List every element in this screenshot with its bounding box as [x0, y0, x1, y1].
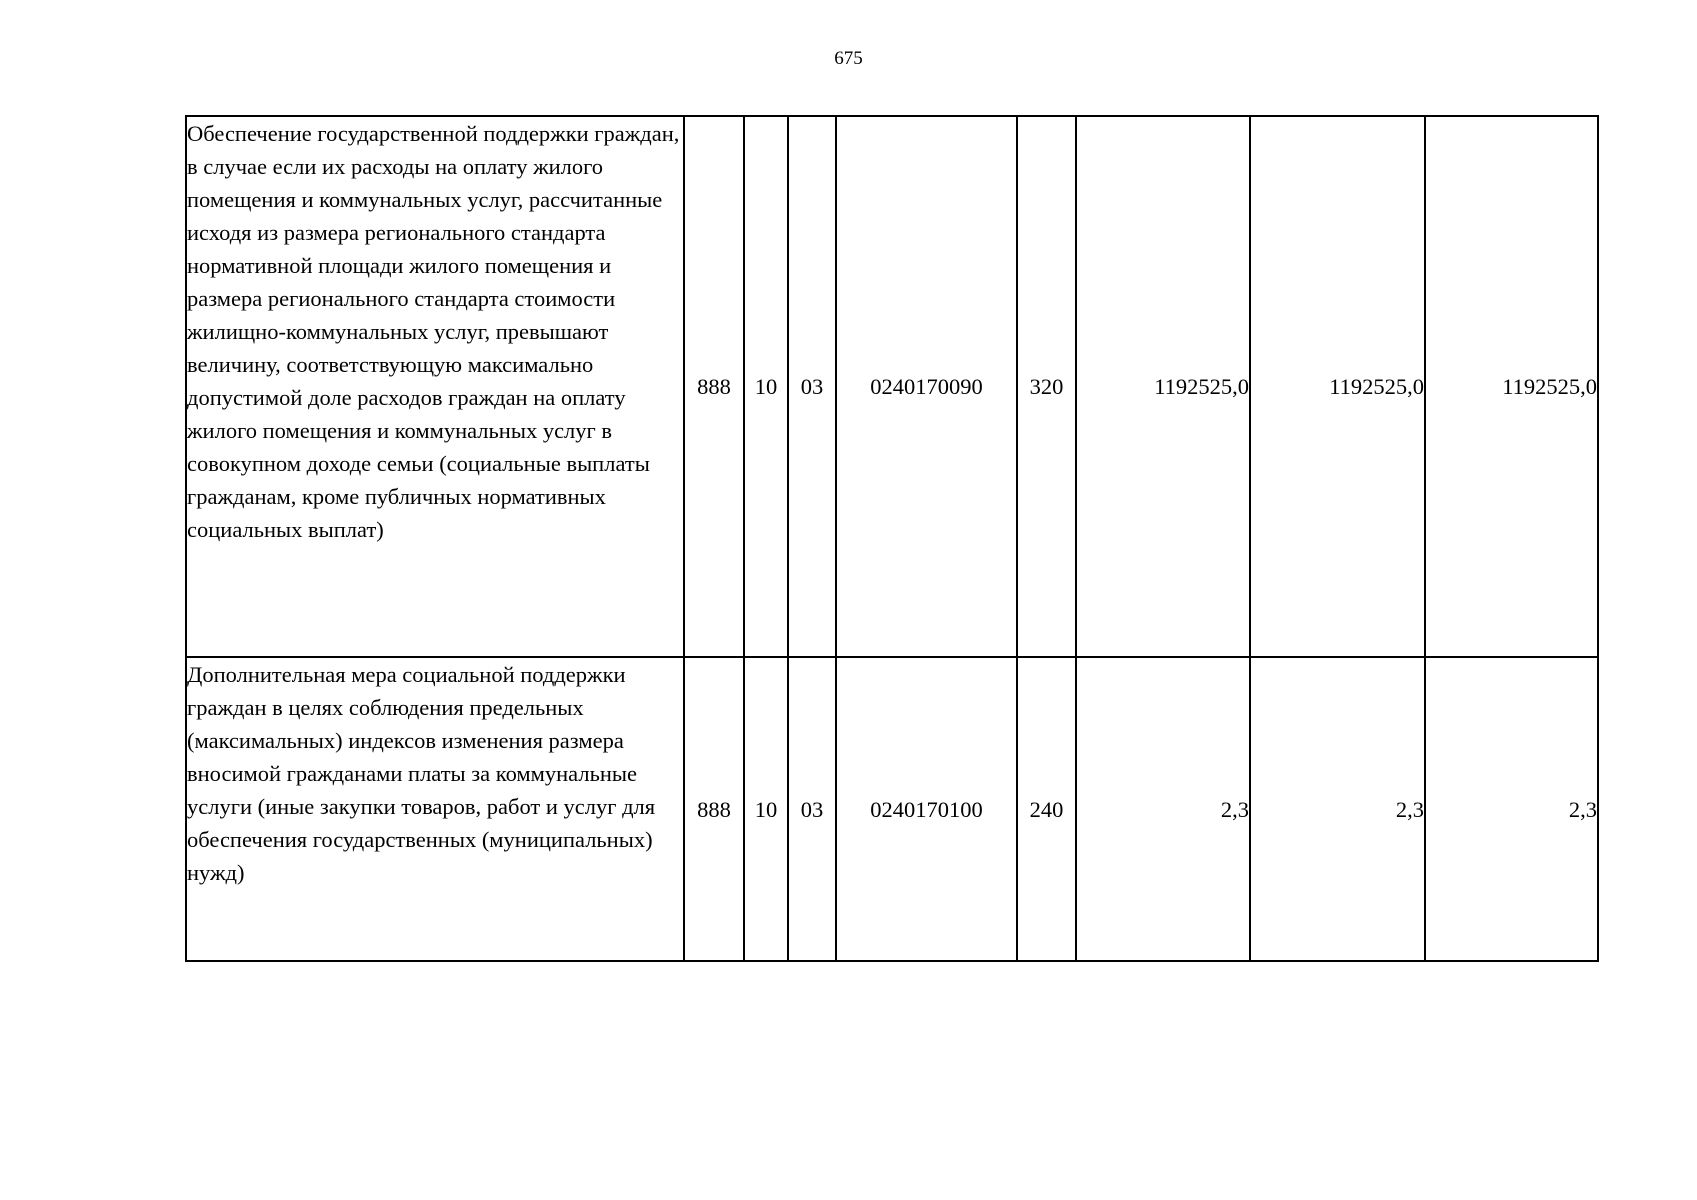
amount-1: 1192525,0 [1076, 116, 1250, 657]
amount-2: 1192525,0 [1250, 116, 1425, 657]
amount-3: 2,3 [1425, 657, 1598, 961]
target-article-code: 0240170090 [836, 116, 1017, 657]
expense-type-code: 240 [1017, 657, 1076, 961]
table-row [186, 657, 1598, 961]
expense-type-code: 320 [1017, 116, 1076, 657]
row-description-cell [186, 116, 684, 657]
section-code: 10 [744, 116, 788, 657]
row-description: Дополнительная мера социальной поддержки граждан в целях соблюдения предельных (максимальных) индексов изменения размера вносимой гражданами платы за коммунальные услуги (иные закупки товаров, работ и услуг для обеспечения государственных (муниципальных) нужд) [187, 662, 656, 885]
page-number: 675 [834, 48, 863, 69]
amount-2: 2,3 [1250, 657, 1425, 961]
row-description-cell [186, 657, 684, 961]
target-article-code: 0240170100 [836, 657, 1017, 961]
budget-table [185, 115, 1599, 962]
subsection-code: 03 [788, 116, 836, 657]
amount-3: 1192525,0 [1425, 116, 1598, 657]
amount-1: 2,3 [1076, 657, 1250, 961]
ministry-code: 888 [684, 657, 744, 961]
row-description: Обеспечение государственной поддержки граждан, в случае если их расходы на оплату жилого помещения и коммунальных услуг, рассчитанные исходя из размера регионального стандарта нормативной площади жилого помещения и размера регионального стандарта стоимости жилищно-коммунальных услуг, превышают величину, соответствующую максимально допустимой доле расходов граждан на оплату жилого помещения и коммунальных услуг в совокупном доходе семьи (социальные выплаты гражданам, кроме публичных нормативных социальных выплат) [187, 121, 680, 542]
subsection-code: 03 [788, 657, 836, 961]
section-code: 10 [744, 657, 788, 961]
ministry-code: 888 [684, 116, 744, 657]
table-row [186, 116, 1598, 657]
